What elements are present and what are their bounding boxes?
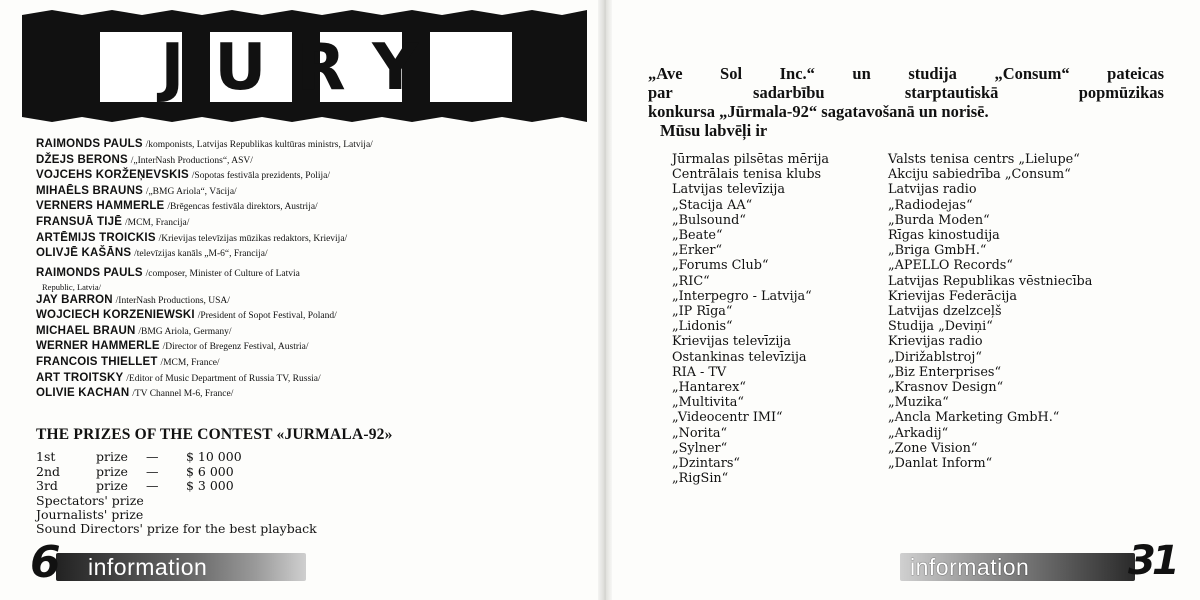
list-item: Studija „Deviņi“: [888, 319, 993, 335]
list-item: „Dirižablstroj“: [888, 349, 982, 365]
footer-label: information: [910, 554, 1030, 580]
list-item: [36, 324, 337, 340]
thanks-line: [648, 64, 1164, 83]
list-item: „Muzika“: [888, 395, 949, 411]
list-item: Valsts tenisa centrs „Lielupe“: [888, 152, 1080, 167]
prize-place: 3rd: [36, 478, 58, 493]
list-item: „Beate“: [672, 228, 723, 244]
list-item: Rīgas kinostudija: [888, 228, 1000, 244]
list-item: „Zone Vision“: [888, 440, 978, 456]
jury-name: FRANSUĀ TIJĒ: [36, 215, 123, 228]
page-gutter: [598, 0, 612, 600]
list-item: [36, 215, 373, 231]
list-item: „Dzintars“: [672, 456, 740, 472]
jury-name: WERNER HAMMERLE: [36, 340, 160, 353]
list-item: „Lidonis“: [672, 319, 733, 335]
jury-title-text: JURY: [160, 31, 449, 105]
word: popmūzikas: [1078, 83, 1164, 102]
list-item: Akciju sabiedrība „Consum“: [888, 167, 1071, 183]
list-item: [36, 355, 337, 371]
sponsors-list-left: [672, 152, 829, 486]
list-item: [36, 153, 373, 169]
list-item: „RIC“: [672, 273, 710, 289]
jury-desc: /Director of Bregenz Festival, Austria/: [162, 342, 309, 353]
list-item: Latvijas televīzija: [672, 182, 785, 198]
list-item: „Biz Enterprises“: [888, 364, 1002, 380]
jury-name: MIHAĒLS BRAUNS: [36, 184, 143, 197]
word: Inc.“: [779, 64, 815, 83]
word: par: [648, 83, 673, 102]
list-item: Krievijas Federācija: [888, 288, 1018, 304]
word: studija: [908, 64, 957, 83]
jury-name: MICHAEL BRAUN: [36, 324, 136, 337]
footer-left: [30, 537, 300, 588]
prize-dash: —: [146, 463, 159, 479]
list-item: RIA - TV: [672, 364, 727, 380]
list-item: Latvijas dzelzceļš: [888, 304, 1002, 320]
list-item: „Hantarex“: [672, 380, 746, 396]
list-item: „Bulsound“: [672, 212, 746, 228]
word: Sol: [720, 64, 743, 83]
special-prize: Sound Directors' prize for the best playback: [36, 521, 317, 536]
jury-name: VOJCEHS KORŽEŅEVSKIS: [36, 169, 189, 182]
prize-dash: —: [146, 478, 159, 493]
list-item: „Arkadij“: [888, 425, 949, 441]
list-item: [36, 137, 373, 153]
jury-name: OLIVJĒ KAŠĀNS: [36, 247, 132, 260]
word: pateicas: [1107, 64, 1164, 83]
jury-desc: /Sopotas festivāla prezidents, Polija/: [191, 171, 331, 182]
jury-name: ART TROITSKY: [36, 371, 124, 384]
jury-name: RAIMONDS PAULS: [36, 267, 143, 279]
jury-desc: /televīzijas kanāls „M-6“, Francija/: [134, 249, 268, 260]
word: un: [852, 64, 871, 83]
list-item: „Videocentr IMI“: [672, 410, 783, 426]
jury-name: OLIVIE KACHAN: [36, 387, 130, 400]
list-item: „Erker“: [672, 243, 723, 259]
jury-desc: /Brēgencas festivāla direktors, Austrija/: [167, 202, 318, 213]
jury-desc: /President of Sopot Festival, Poland/: [197, 311, 337, 322]
list-item: [36, 199, 373, 215]
jury-list-latvian: [36, 137, 373, 262]
list-item: [36, 293, 337, 309]
list-item: „Interpegro - Latvija“: [672, 288, 812, 304]
prize-amount: $ 3 000: [186, 478, 234, 493]
jury-title: [22, 31, 587, 105]
list-item: [36, 184, 373, 200]
list-item: [36, 339, 337, 355]
list-item: Latvijas Republikas vēstniecība: [888, 273, 1093, 289]
jury-desc: /TV Channel M-6, France/: [132, 389, 234, 400]
special-prize: Journalists' prize: [36, 507, 144, 522]
jury-name: ARTĒMIJS TROICKIS: [36, 231, 156, 244]
list-item-continuation: [36, 282, 337, 293]
list-item: [36, 266, 337, 282]
list-item: Jūrmalas pilsētas mērija: [672, 152, 830, 167]
jury-desc: /InterNash Productions, USA/: [115, 295, 230, 306]
jury-desc: /„BMG Ariola“, Vācija/: [145, 186, 237, 197]
jury-desc: /komponists, Latvijas Republikas kultūras ministrs, Latvija/: [145, 140, 373, 150]
special-prize: Spectators' prize: [36, 493, 144, 508]
jury-desc: /BMG Ariola, Germany/: [138, 326, 232, 337]
special-prizes: [36, 494, 317, 536]
list-item: „Radiodejas“: [888, 197, 973, 213]
jury-desc: Republic, Latvia/: [42, 281, 102, 292]
list-item: Krievijas radio: [888, 334, 983, 350]
prize-word: prize: [96, 463, 128, 479]
list-item: [36, 371, 337, 387]
jury-name: VERNERS HAMMERLE: [36, 200, 165, 213]
jury-name: WOJCIECH KORZENIEWSKI: [36, 309, 195, 322]
prize-word: prize: [96, 449, 128, 464]
jury-list-english: [36, 266, 337, 402]
jury-desc: /composer, Minister of Culture of Latvia: [145, 269, 300, 279]
prize-dash: —: [146, 449, 159, 464]
jury-name: JAY BARRON: [36, 293, 113, 306]
word: „Consum“: [994, 64, 1070, 83]
prize-word: prize: [96, 478, 128, 493]
list-item: [36, 231, 373, 247]
list-item: „Burda Moden“: [888, 212, 990, 228]
footer-label: information: [88, 554, 208, 580]
word: sadarbību: [753, 83, 825, 102]
list-item: „Krasnov Design“: [888, 380, 1004, 396]
thanks-paragraph: [648, 64, 1168, 140]
thanks-line: Mūsu labvēļi ir: [660, 121, 768, 140]
prize-amount: $ 6 000: [186, 463, 234, 479]
prize-place: 1st: [36, 449, 56, 464]
list-item: [36, 246, 373, 262]
footer-right: [900, 538, 1180, 585]
jury-name: RAIMONDS PAULS: [36, 138, 143, 150]
word: „Ave: [648, 64, 683, 83]
jury-desc: /MCM, Francija/: [124, 217, 190, 228]
jury-desc: /MCM, France/: [160, 357, 220, 368]
jury-desc: /Editor of Music Department of Russia TV, Russia/: [126, 373, 321, 384]
list-item: Ostankinas televīzija: [672, 349, 807, 365]
jury-name: FRANCOIS THIELLET: [36, 355, 158, 368]
list-item: Latvijas radio: [888, 182, 977, 198]
list-item: „Forums Club“: [672, 258, 769, 274]
list-item: „RigSin“: [672, 471, 729, 487]
list-item: „Briga GmbH.“: [888, 243, 987, 259]
prizes-heading: THE PRIZES OF THE CONTEST «JURMALA-92»: [36, 426, 393, 443]
thanks-line: konkursa „Jūrmala-92“ sagatavošanā un norisē.: [648, 102, 989, 121]
list-item: „Ancla Marketing GmbH.“: [888, 410, 1060, 426]
word: starptautiskā: [904, 83, 999, 102]
jury-desc: /Krievijas televīzijas mūzikas redaktors, Krievija/: [158, 233, 348, 244]
list-item: „Norita“: [672, 425, 728, 441]
jury-banner: [22, 10, 587, 122]
prize-amount: $ 10 000: [186, 449, 242, 464]
jury-name: DŽEJS BERONS: [36, 153, 128, 166]
sponsors-list-right: [888, 152, 1092, 471]
list-item: [36, 168, 373, 184]
prize-place: 2nd: [36, 463, 61, 479]
thanks-line: [648, 83, 1164, 102]
list-item: „APELLO Records“: [888, 258, 1013, 274]
list-item: „Danlat Inform“: [888, 456, 993, 472]
list-item: Centrālais tenisa klubs: [672, 167, 822, 183]
list-item: „Sylner“: [672, 440, 728, 456]
page-number: 31: [1128, 538, 1176, 584]
jury-desc: /„InterNash Productions“, ASV/: [130, 155, 253, 166]
list-item: Krievijas televīzija: [672, 334, 792, 350]
list-item: „Multivita“: [672, 395, 744, 411]
list-item: [36, 386, 337, 402]
list-item: „IP Rīga“: [672, 304, 733, 320]
page-number: 6: [30, 537, 61, 588]
list-item: „Stacija AA“: [672, 197, 753, 213]
list-item: [36, 308, 337, 324]
